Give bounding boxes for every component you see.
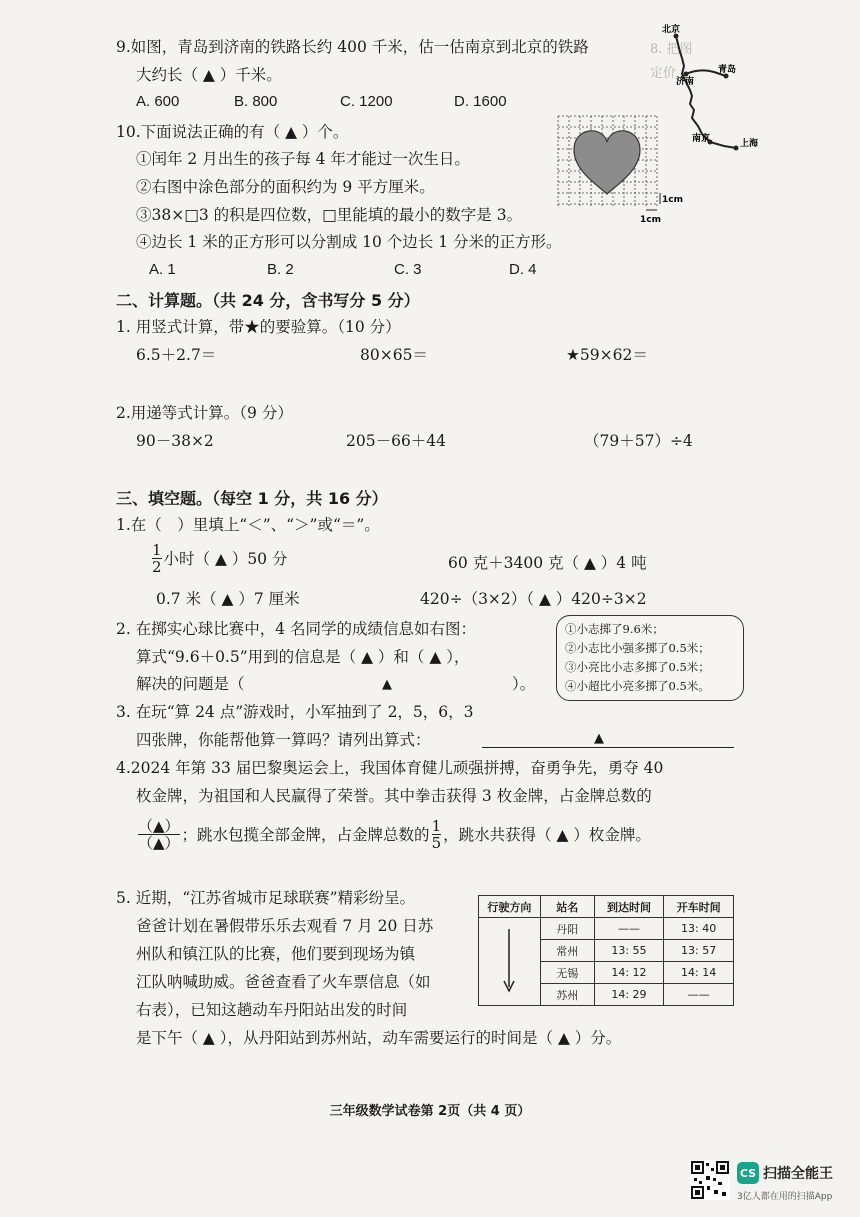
page-footer: 三年级数学试卷第 2页（共 4 页） <box>329 1104 531 1119</box>
s3-q4-line2: 枚金牌，为祖国和人民赢得了荣誉。其中拳击获得 3 枚金牌，占金牌总数的 <box>136 787 652 805</box>
s3-q2-line1: 2. 在掷实心球比赛中，4 名同学的成绩信息如右图： <box>116 620 477 638</box>
q9-option-a: A. 600 <box>136 93 180 110</box>
grid-label-height: 1cm <box>662 195 683 205</box>
table-cell: 13: 55 <box>594 940 664 962</box>
q10-item-2: ②右图中涂色部分的面积约为 9 平方厘米。 <box>136 178 435 196</box>
bleed-text: 8. 把图 <box>650 42 693 57</box>
table-header: 到达时间 <box>594 896 664 918</box>
heart-grid-figure <box>556 112 686 228</box>
table-cell: 无锡 <box>540 962 594 984</box>
table-cell: 13: 57 <box>664 940 734 962</box>
bubble-item: ①小志掷了9.6米； <box>565 622 664 636</box>
table-cell: 14: 29 <box>594 984 664 1006</box>
s3-q1-d: 420÷（3×2）（ ▲ ）420÷3×2 <box>420 590 647 608</box>
s3-q1-c: 0.7 米（ ▲ ）7 厘米 <box>156 590 300 608</box>
s3-q5-line: 爸爸计划在暑假带乐乐去观看 7 月 20 日苏 <box>136 917 434 935</box>
grid-label-width: 1cm <box>640 215 661 225</box>
sec2-p1-item: ★59×62＝ <box>566 346 648 364</box>
table-cell: 丹阳 <box>540 918 594 940</box>
s3-q1-a: $\frac{1}{2}$ 小时（ ▲ ）50 分 <box>152 541 288 576</box>
s3-q5-line: 右表），已知这趟动车丹阳站出发的时间 <box>136 1001 408 1019</box>
table-header: 站名 <box>540 896 594 918</box>
q9-option-d: D. 1600 <box>454 93 507 110</box>
map-label-beijing: 北京 <box>662 25 681 35</box>
s3-q5-line: 是下午（ ▲ ），从丹阳站到苏州站，动车需要运行的时间是（ ▲ ）分。 <box>136 1029 622 1047</box>
train-schedule-table <box>478 895 734 1006</box>
s3-q5-line: 江队呐喊助威。爸爸查看了火车票信息（如 <box>136 973 431 991</box>
s3-q3-line1: 3. 在玩“算 24 点”游戏时，小军抽到了 2，5，6，3 <box>116 703 474 721</box>
q10-option-d: D. 4 <box>509 261 537 278</box>
table-row <box>479 918 734 940</box>
q10-item-1: ①闰年 2 月出生的孩子每 4 年才能过一次生日。 <box>136 150 470 168</box>
map-label-jinan: 济南 <box>676 77 695 87</box>
sec2-p2-item: 90－38×2 <box>136 432 214 450</box>
q10-option-c: C. 3 <box>394 261 422 278</box>
scanner-app-name: 扫描全能王 <box>763 1166 833 1182</box>
q10-option-a: A. 1 <box>149 261 176 278</box>
map-label-nanjing: 南京 <box>692 134 711 144</box>
q9-option-b: B. 800 <box>234 93 278 110</box>
table-cell: 13: 40 <box>664 918 734 940</box>
section3-title: 三、填空题。（每空 1 分，共 16 分） <box>116 489 388 508</box>
q10-option-b: B. 2 <box>267 261 294 278</box>
sec2-p1-item: 80×65＝ <box>360 346 428 364</box>
q10-item-3: ③38×□3 的积是四位数，□里能填的最小的数字是 3。 <box>136 206 523 224</box>
s3-q2-blank: ▲ <box>382 677 392 692</box>
info-bubble <box>556 615 744 701</box>
fraction-blank: $\frac{(▲)}{(▲)}$ <box>138 817 180 852</box>
section2-title: 二、计算题。（共 24 分，含书写分 5 分） <box>116 291 420 310</box>
q10-stem: 10.下面说法正确的有（ ▲ ）个。 <box>116 123 349 141</box>
table-cell: 14: 14 <box>664 962 734 984</box>
qr-code-icon <box>690 1160 730 1200</box>
bubble-item: ②小志比小强多掷了0.5米； <box>565 641 710 655</box>
camscanner-logo-icon: CS <box>737 1162 759 1184</box>
fraction-half: $\frac{1}{2}$ <box>152 541 162 576</box>
table-cell: —— <box>594 918 664 940</box>
table-cell: 苏州 <box>540 984 594 1006</box>
map-label-shanghai: 上海 <box>740 139 759 149</box>
fraction-one-fifth: $\frac{1}{5}$ <box>431 817 442 852</box>
table-header: 行驶方向 <box>479 896 541 918</box>
map-label-qingdao: 青岛 <box>718 65 737 75</box>
table-cell: —— <box>664 984 734 1006</box>
bubble-item: ③小亮比小志多掷了0.5米； <box>565 660 710 674</box>
s3-q4-line1: 4.2024 年第 33 届巴黎奥运会上，我国体育健儿顽强拼搏，奋勇争先，勇夺 40 <box>116 759 664 777</box>
scanner-tagline: 3亿人都在用的扫描App <box>737 1192 833 1202</box>
q10-item-4: ④边长 1 米的正方形可以分割成 10 个边长 1 分米的正方形。 <box>136 233 562 251</box>
table-cell: 14: 12 <box>594 962 664 984</box>
s3-q2-line3c: ）。 <box>512 675 536 693</box>
s3-q2-line2: 算式“9.6＋0.5”用到的信息是（ ▲ ）和（ ▲ ）， <box>136 648 470 666</box>
s3-q1-b: 60 克＋3400 克（ ▲ ）4 吨 <box>448 554 647 572</box>
s3-q1-stem: 1.在（ ）里填上“＜”、“＞”或“＝”。 <box>116 516 380 534</box>
bleed-text: 定价 <box>650 66 677 81</box>
sec2-p2-item: 205－66＋44 <box>346 432 447 450</box>
table-cell: 常州 <box>540 940 594 962</box>
q9-line2: 大约长（ ▲ ）千米。 <box>136 66 282 84</box>
s3-q3-blank: ▲ <box>594 731 604 746</box>
sec2-p2-item: （79＋57）÷4 <box>584 432 693 450</box>
answer-line <box>482 747 734 748</box>
s3-q5-line: 5. 近期，“江苏省城市足球联赛”精彩纷呈。 <box>116 889 416 907</box>
sec2-p1-item: 6.5＋2.7＝ <box>136 346 217 364</box>
s3-q2-line3a: 解决的问题是（ <box>136 675 245 693</box>
s3-q3-line2: 四张牌，你能帮他算一算吗？请列出算式： <box>136 731 431 749</box>
s3-q5-line: 州队和镇江队的比赛，他们要到现场为镇 <box>136 945 416 963</box>
table-header: 开车时间 <box>664 896 734 918</box>
sec2-p2-stem: 2.用递等式计算。（9 分） <box>116 404 293 422</box>
direction-arrow-cell <box>479 918 541 1006</box>
s3-q4-line3: $\frac{(▲)}{(▲)}$ ；跳水包揽全部金牌，占金牌总数的 $\frac{1}{5}$ ，跳水共获得（ ▲ ）枚金牌。 <box>138 817 651 852</box>
q9-line1: 9.如图，青岛到济南的铁路长约 400 千米，估一估南京到北京的铁路 <box>116 38 589 56</box>
q9-option-c: C. 1200 <box>340 93 393 110</box>
arrow-down-icon <box>499 925 519 995</box>
sec2-p1-stem: 1. 用竖式计算，带★的要验算。（10 分） <box>116 318 401 336</box>
bubble-item: ④小超比小亮多掷了0.5米。 <box>565 679 710 693</box>
